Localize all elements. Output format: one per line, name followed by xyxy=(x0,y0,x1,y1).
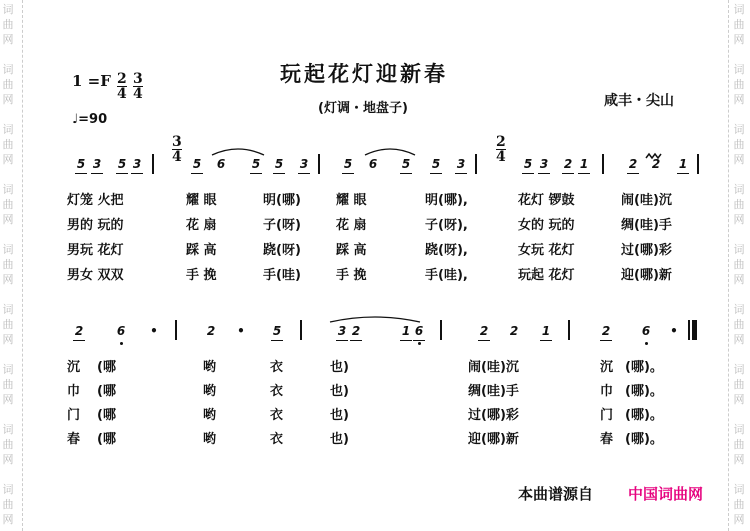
lyric: 耀 眼 xyxy=(336,193,367,208)
lyric: 女玩 花灯 xyxy=(518,243,575,258)
lyric: 明(哪), xyxy=(425,193,468,208)
note: 6 xyxy=(641,324,651,338)
note: 6 xyxy=(413,324,425,341)
note: • xyxy=(670,324,678,338)
lyric: 巾 xyxy=(67,384,81,399)
watermark-text: 词 曲 网 xyxy=(733,483,745,526)
note: 6 xyxy=(116,324,126,338)
tempo-marking: ♩=90 xyxy=(72,112,108,127)
lyric: 沉 xyxy=(600,360,614,375)
note: 3 xyxy=(298,157,310,174)
note: 2 xyxy=(206,324,216,338)
lyric: 明(哪) xyxy=(263,193,301,208)
note: 3 xyxy=(336,324,348,341)
note: 1 xyxy=(540,324,552,341)
watermark-text: 词 曲 网 xyxy=(2,363,14,406)
lyric: (哪 xyxy=(97,408,116,423)
note: 5 xyxy=(250,157,262,174)
watermark-text: 词 曲 网 xyxy=(733,63,745,106)
lyric: 踩 高 xyxy=(336,243,367,258)
note: 2 xyxy=(350,324,362,341)
lyric: 春 xyxy=(600,432,614,447)
lyric: 也) xyxy=(330,408,349,423)
lyric: (哪 xyxy=(97,432,116,447)
watermark-text: 词 曲 网 xyxy=(2,243,14,286)
lyric: 手(哇), xyxy=(425,268,468,283)
note: • xyxy=(150,324,158,338)
lyric: 男的 玩的 xyxy=(67,218,124,233)
lyric: (哪)。 xyxy=(625,384,663,399)
lyric: 灯笼 火把 xyxy=(67,193,124,208)
song-origin: 咸丰・尖山 xyxy=(604,93,674,109)
key-signature: 1 =F xyxy=(72,72,111,90)
lyric: 哟 xyxy=(203,408,217,423)
watermark-text: 词 曲 网 xyxy=(2,483,14,526)
song-subtitle: (灯调・地盘子) xyxy=(318,101,408,116)
note: 3 xyxy=(538,157,550,174)
lyric: 手(哇) xyxy=(263,268,301,283)
lyric: 跷(呀) xyxy=(263,243,301,258)
note: 5 xyxy=(522,157,534,174)
lyric: 过(哪)彩 xyxy=(621,243,672,258)
lyric: 绸(哇)手 xyxy=(468,384,519,399)
lyric: 衣 xyxy=(270,384,284,399)
lyric: 花灯 锣鼓 xyxy=(518,193,575,208)
watermark-text: 词 曲 网 xyxy=(733,123,745,166)
lyric: 门 xyxy=(600,408,614,423)
note: 5 xyxy=(75,157,87,174)
time-change-3-4: $\frac{3}{4}$ xyxy=(172,134,182,165)
lyric: (哪)。 xyxy=(625,360,663,375)
lyric: 衣 xyxy=(270,360,284,375)
note: 1 xyxy=(578,157,590,174)
watermark-text: 词 曲 网 xyxy=(733,423,745,466)
watermark-text: 词 曲 网 xyxy=(2,123,14,166)
lyric: 也) xyxy=(330,432,349,447)
lyric: 也) xyxy=(330,360,349,375)
lyric: 春 xyxy=(67,432,81,447)
lyric: 闹(哇)沉 xyxy=(468,360,519,375)
lyric: 闹(哇)沉 xyxy=(621,193,672,208)
lyric: 过(哪)彩 xyxy=(468,408,519,423)
lyric: 迎(哪)新 xyxy=(468,432,519,447)
note: 2 xyxy=(651,157,661,171)
watermark-text: 词 曲 网 xyxy=(2,183,14,226)
lyric: 子(呀), xyxy=(425,218,468,233)
note: 1 xyxy=(677,157,689,174)
lyric: 耀 眼 xyxy=(186,193,217,208)
watermark-text: 词 曲 网 xyxy=(733,363,745,406)
note: • xyxy=(237,324,245,338)
lyric: 也) xyxy=(330,384,349,399)
lyric: (哪)。 xyxy=(625,408,663,423)
note: 5 xyxy=(191,157,203,174)
lyric: (哪)。 xyxy=(625,432,663,447)
trill-mark xyxy=(646,154,661,158)
lyric: 花 扇 xyxy=(186,218,217,233)
time-signature-3-4: $\frac{3}{4}$ xyxy=(133,71,143,102)
note: 2 xyxy=(478,324,490,341)
note: 5 xyxy=(400,157,412,174)
lyric: 男女 双双 xyxy=(67,268,124,283)
lyric: 沉 xyxy=(67,360,81,375)
lyric: 门 xyxy=(67,408,81,423)
note: 2 xyxy=(562,157,574,174)
lyric: 跷(呀), xyxy=(425,243,468,258)
note: 2 xyxy=(509,324,519,338)
note: 5 xyxy=(342,157,354,174)
lyric: 哟 xyxy=(203,384,217,399)
source-label: 本曲谱源自 xyxy=(518,485,594,503)
slur xyxy=(365,149,415,155)
note: 5 xyxy=(116,157,128,174)
lyric: 衣 xyxy=(270,432,284,447)
watermark-text: 词 曲 网 xyxy=(2,303,14,346)
lyric: 玩起 花灯 xyxy=(518,268,575,283)
source-site-link[interactable]: 中国词曲网 xyxy=(628,485,704,503)
lyric: 迎(哪)新 xyxy=(621,268,672,283)
note: 3 xyxy=(91,157,103,174)
note: 5 xyxy=(430,157,442,174)
lyric: 哟 xyxy=(203,432,217,447)
watermark-text: 词 曲 网 xyxy=(733,243,745,286)
watermark-text: 词 曲 网 xyxy=(733,303,745,346)
note: 2 xyxy=(627,157,639,174)
lyric: 手 挽 xyxy=(186,268,217,283)
note: 1 xyxy=(400,324,412,341)
watermark-text: 词 曲 网 xyxy=(733,3,745,46)
note: 6 xyxy=(368,157,378,171)
song-title: 玩起花灯迎新春 xyxy=(280,62,448,86)
lyric: (哪 xyxy=(97,384,116,399)
lyric: 男玩 花灯 xyxy=(67,243,124,258)
watermark-text: 词 曲 网 xyxy=(733,183,745,226)
slur xyxy=(330,317,420,322)
watermark-text: 词 曲 网 xyxy=(2,423,14,466)
watermark-text: 词 曲 网 xyxy=(2,63,14,106)
lyric: 手 挽 xyxy=(336,268,367,283)
note: 5 xyxy=(271,324,283,341)
note: 2 xyxy=(600,324,612,341)
note: 6 xyxy=(216,157,226,171)
slur xyxy=(212,149,264,155)
lyric: 绸(哇)手 xyxy=(621,218,672,233)
watermark-text: 词 曲 网 xyxy=(2,3,14,46)
lyric: 踩 高 xyxy=(186,243,217,258)
lyric: 衣 xyxy=(270,408,284,423)
lyric: 子(呀) xyxy=(263,218,301,233)
lyric: 巾 xyxy=(600,384,614,399)
note: 3 xyxy=(455,157,467,174)
lyric: 女的 玩的 xyxy=(518,218,575,233)
lyric: 哟 xyxy=(203,360,217,375)
time-change-2-4: $\frac{2}{4}$ xyxy=(496,134,506,165)
note: 2 xyxy=(73,324,85,341)
lyric: (哪 xyxy=(97,360,116,375)
note: 5 xyxy=(273,157,285,174)
note: 3 xyxy=(131,157,143,174)
time-signature-2-4: $\frac{2}{4}$ xyxy=(117,71,127,102)
lyric: 花 扇 xyxy=(336,218,367,233)
